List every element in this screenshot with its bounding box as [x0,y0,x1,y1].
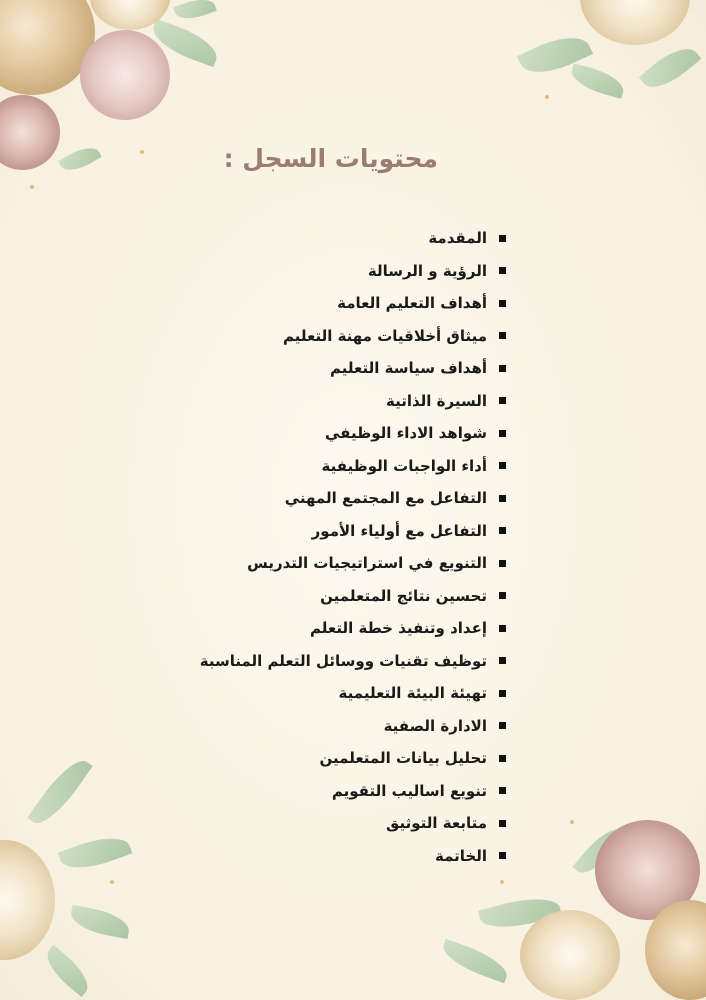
bullet-icon [499,560,506,567]
contents-list [200,222,506,872]
bullet-icon [499,755,506,762]
list-item-label: إعداد وتنفيذ خطة التعلم [310,619,487,638]
list-item-label: تهيئة البيئة التعليمية [338,684,487,703]
list-item-label: توظيف تقنيات ووسائل التعلم المناسبة [199,651,487,670]
bullet-icon [499,592,506,599]
list-item [200,612,506,645]
floral-decoration-top-right [510,0,706,110]
bullet-icon [499,332,506,339]
list-item [200,840,506,873]
bullet-icon [499,462,506,469]
list-item-label: أداء الواجبات الوظيفية [321,456,487,475]
list-item [200,352,506,385]
list-item-label: التفاعل مع المجتمع المهني [284,489,487,508]
bullet-icon [499,430,506,437]
list-item-label: شواهد الاداء الوظيفي [324,424,487,443]
bullet-icon [499,690,506,697]
bullet-icon [499,820,506,827]
list-item-label: الخاتمة [434,846,487,865]
list-item [200,580,506,613]
list-item [200,742,506,775]
bullet-icon [499,235,506,242]
page-title: محتويات السجل : [223,144,438,173]
list-item [200,482,506,515]
bullet-icon [499,300,506,307]
list-item-label: تحليل بيانات المتعلمين [319,749,487,768]
floral-decoration-top-left [0,0,230,200]
list-item [200,255,506,288]
list-item-label: تحسين نتائج المتعلمين [320,586,487,605]
list-item [200,807,506,840]
bullet-icon [499,657,506,664]
bullet-icon [499,527,506,534]
list-item-label: المقدمة [428,229,487,248]
list-item [200,222,506,255]
list-item-label: التنويع في استراتيجيات التدريس [247,554,487,573]
floral-decoration-bottom-left [0,760,150,1000]
list-item [200,417,506,450]
bullet-icon [499,625,506,632]
list-item-label: أهداف سياسة التعليم [330,359,487,378]
list-item [200,450,506,483]
bullet-icon [499,397,506,404]
list-item-label: متابعة التوثيق [385,814,487,833]
list-item-label: السيرة الذاتية [385,391,487,410]
bullet-icon [499,365,506,372]
bullet-icon [499,495,506,502]
list-item [200,547,506,580]
bullet-icon [499,787,506,794]
list-item [200,645,506,678]
list-item [200,320,506,353]
bullet-icon [499,722,506,729]
list-item-label: الرؤية و الرسالة [367,261,487,280]
list-item [200,775,506,808]
bullet-icon [499,852,506,859]
list-item-label: أهداف التعليم العامة [337,294,487,313]
list-item [200,677,506,710]
list-item-label: ميثاق أخلاقيات مهنة التعليم [282,326,487,345]
list-item [200,515,506,548]
list-item [200,710,506,743]
list-item-label: التفاعل مع أولياء الأمور [311,521,487,540]
list-item [200,385,506,418]
list-item-label: الادارة الصفية [383,716,487,735]
list-item [200,287,506,320]
list-item-label: تنويع اساليب التقويم [331,781,487,800]
bullet-icon [499,267,506,274]
